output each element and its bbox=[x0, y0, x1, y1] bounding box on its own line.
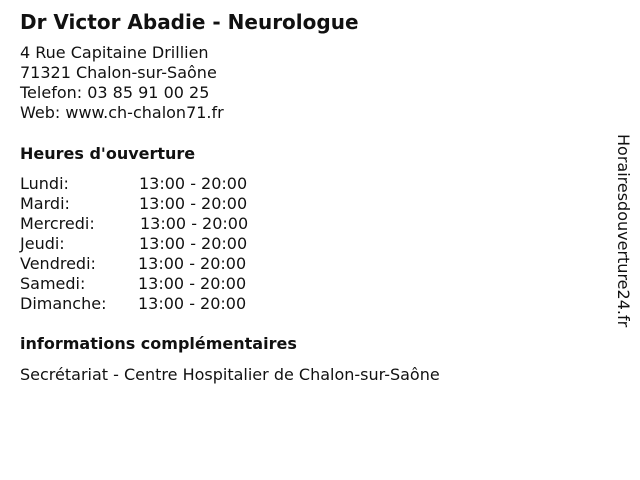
hours-time: 13:00 - 20:00 bbox=[138, 254, 247, 273]
opening-hours-table bbox=[20, 174, 320, 314]
hours-day: Jeudi: bbox=[20, 234, 65, 253]
hours-time: 13:00 - 20:00 bbox=[140, 214, 249, 233]
hours-row-vendredi bbox=[20, 254, 320, 274]
contact-block bbox=[20, 43, 224, 123]
hours-day: Mardi: bbox=[20, 194, 70, 213]
address-city: 71321 Chalon-sur-Saône bbox=[20, 63, 217, 82]
opening-hours-heading: Heures d'ouverture bbox=[20, 144, 196, 163]
additional-info-heading: informations complémentaires bbox=[20, 334, 297, 353]
hours-day: Samedi: bbox=[20, 274, 86, 293]
site-watermark: Horairesdouverture24.fr bbox=[614, 134, 633, 328]
hours-row-lundi bbox=[20, 174, 320, 194]
hours-time: 13:00 - 20:00 bbox=[139, 174, 248, 193]
hours-day: Vendredi: bbox=[20, 254, 96, 273]
hours-row-dimanche bbox=[20, 294, 320, 314]
hours-row-mardi bbox=[20, 194, 320, 214]
hours-day: Dimanche: bbox=[20, 294, 107, 313]
hours-time: 13:00 - 20:00 bbox=[139, 194, 248, 213]
hours-time: 13:00 - 20:00 bbox=[139, 234, 248, 253]
hours-time: 13:00 - 20:00 bbox=[138, 274, 247, 293]
additional-info-text: Secrétariat - Centre Hospitalier de Chalon-sur-Saône bbox=[20, 365, 440, 384]
hours-row-jeudi bbox=[20, 234, 320, 254]
page-title: Dr Victor Abadie - Neurologue bbox=[20, 10, 359, 34]
hours-row-mercredi bbox=[20, 214, 320, 234]
website-text: Web: www.ch-chalon71.fr bbox=[20, 103, 224, 122]
hours-row-samedi bbox=[20, 274, 320, 294]
hours-day: Mercredi: bbox=[20, 214, 95, 233]
address-street: 4 Rue Capitaine Drillien bbox=[20, 43, 209, 62]
hours-time: 13:00 - 20:00 bbox=[138, 294, 247, 313]
hours-day: Lundi: bbox=[20, 174, 69, 193]
phone-number: Telefon: 03 85 91 00 25 bbox=[20, 83, 210, 102]
